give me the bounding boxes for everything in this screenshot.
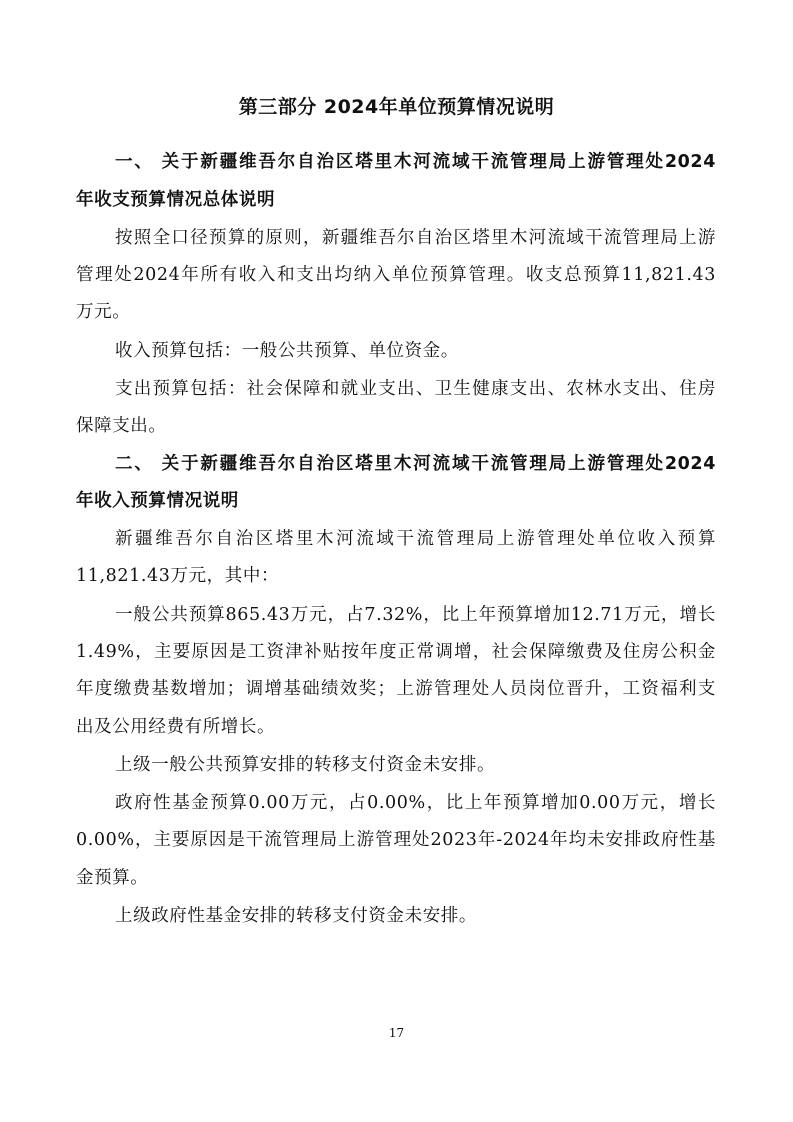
paragraph-line: 按照全口径预算的原则，新疆维吾尔自治区塔里木河流域干流管理局上游 — [115, 228, 716, 248]
section-heading-2: 二、 关于新疆维吾尔自治区塔里木河流域干流管理局上游管理处2024 — [115, 454, 716, 474]
paragraph-line: 万元。 — [76, 302, 131, 322]
paragraph-line: 管理处2024年所有收入和支出均纳入单位预算管理。收支总预算11,821.43 — [76, 265, 716, 285]
paragraph-line: 新疆维吾尔自治区塔里木河流域干流管理局上游管理处单位收入预算 — [115, 529, 716, 549]
paragraph-line: 11,821.43万元，其中： — [76, 566, 280, 586]
paragraph-line: 出及公用经费有所增长。 — [76, 717, 276, 737]
paragraph-line: 上级一般公共预算安排的转移支付资金未安排。 — [115, 755, 496, 775]
page-number: 17 — [388, 1026, 405, 1040]
section-heading-1-cont: 年收支预算情况总体说明 — [76, 190, 276, 210]
section-heading-2-cont: 年收入预算情况说明 — [76, 491, 239, 511]
paragraph-line: 支出预算包括：社会保障和就业支出、卫生健康支出、农林水支出、住房 — [115, 379, 716, 399]
paragraph-line: 年度缴费基数增加；调增基础绩效奖；上游管理处人员岗位晋升，工资福利支 — [76, 679, 716, 699]
paragraph-line: 政府性基金预算0.00万元，占0.00%，比上年预算增加0.00万元，增长 — [115, 793, 716, 813]
paragraph-line: 保障支出。 — [76, 416, 167, 436]
paragraph-line: 上级政府性基金安排的转移支付资金未安排。 — [115, 906, 477, 926]
paragraph-line: 0.00%，主要原因是干流管理局上游管理处2023年-2024年均未安排政府性基 — [76, 830, 716, 850]
page-title: 第三部分 2024年单位预算情况说明 — [238, 96, 555, 118]
paragraph-line: 一般公共预算865.43万元，占7.32%，比上年预算增加12.71万元，增长 — [115, 605, 716, 625]
paragraph-line: 收入预算包括：一般公共预算、单位资金。 — [115, 341, 459, 361]
paragraph-line: 金预算。 — [76, 868, 149, 888]
paragraph-line: 1.49%，主要原因是工资津补贴按年度正常调增，社会保障缴费及住房公积金 — [76, 642, 716, 662]
section-heading-1: 一、 关于新疆维吾尔自治区塔里木河流域干流管理局上游管理处2024 — [115, 152, 716, 172]
